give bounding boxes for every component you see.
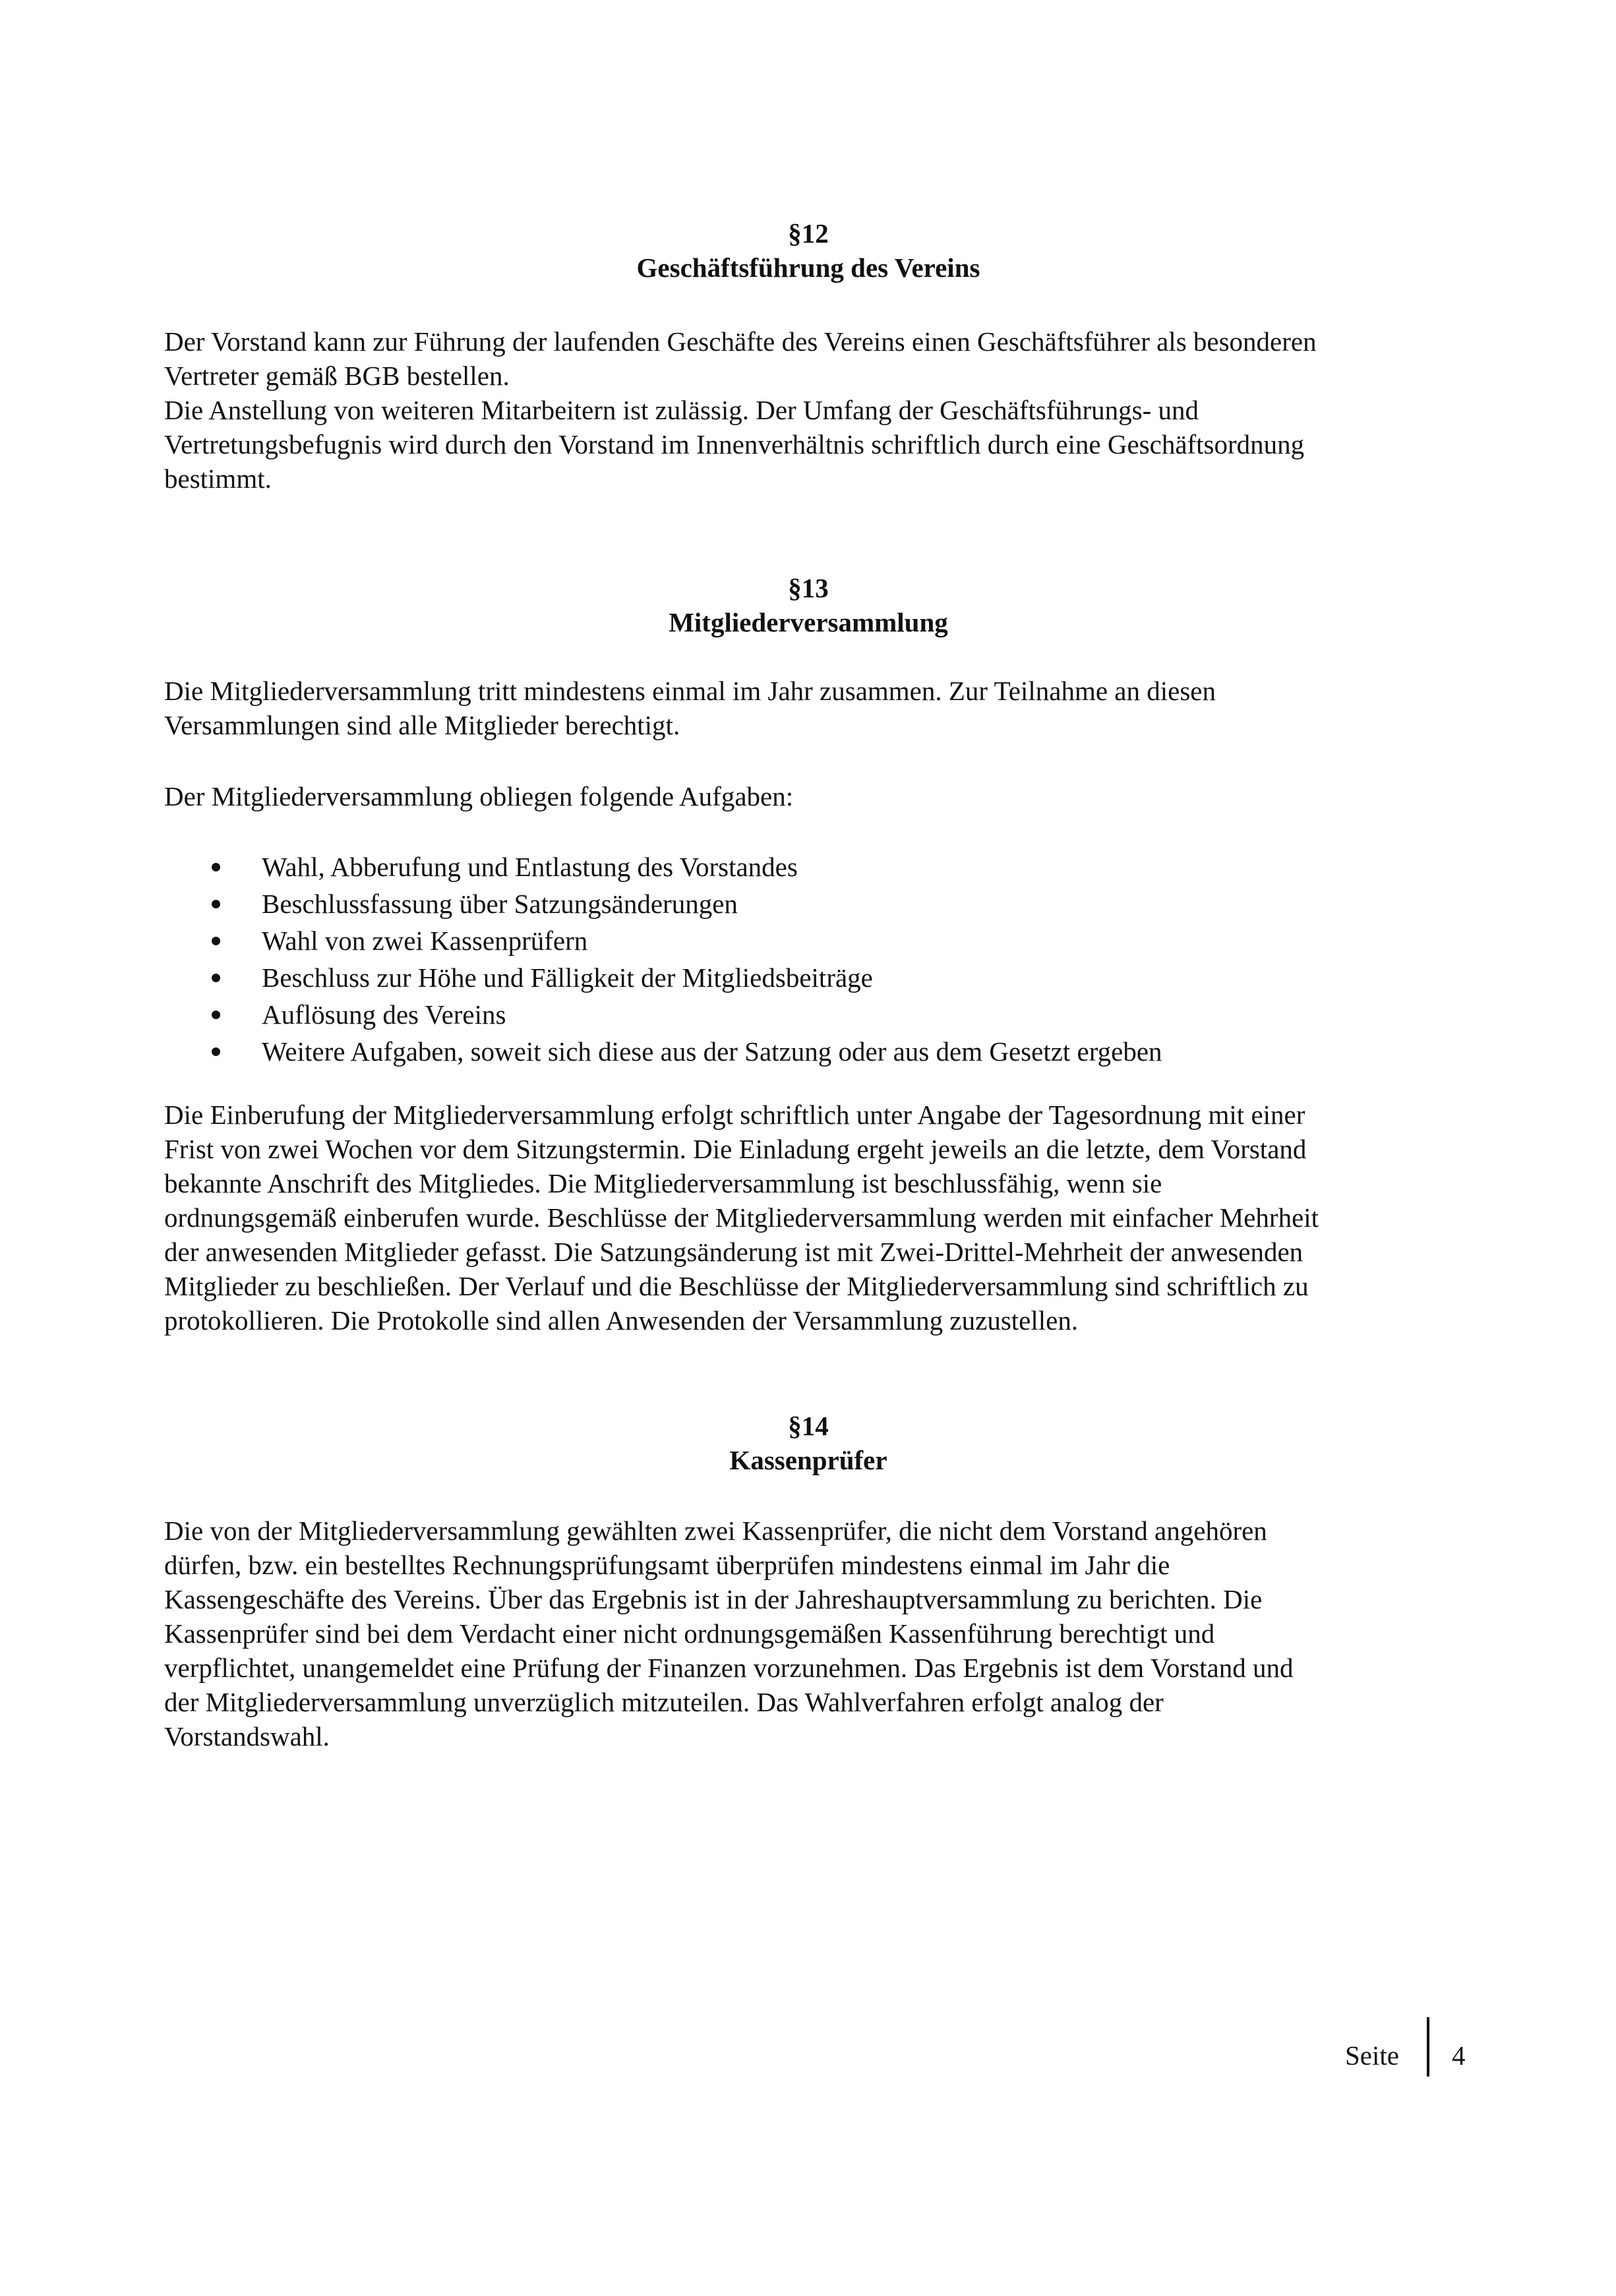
text-line: Mitglieder zu beschließen. Der Verlauf und die Beschlüsse der Mitgliederversammlung sind schriftlich zu xyxy=(164,1271,1309,1301)
text-line: der Mitgliederversammlung unverzüglich mitzuteilen. Das Wahlverfahren erfolgt analog der xyxy=(164,1687,1164,1717)
text-line: Vertretungsbefugnis wird durch den Vorstand im Innenverhältnis schriftlich durch eine Geschäftsordnung xyxy=(164,429,1305,459)
text-line: dürfen, bzw. ein bestelltes Rechnungsprüfungsamt überprüfen mindestens einmal im Jahr die xyxy=(164,1550,1170,1580)
footer-divider xyxy=(1427,2017,1429,2076)
section-12-paragraph xyxy=(164,324,1476,496)
page-label: Seite xyxy=(1345,2040,1399,2071)
section-14-paragraph xyxy=(164,1514,1476,1753)
bullet-icon xyxy=(212,1047,220,1056)
list-item xyxy=(164,1033,1476,1070)
bullet-icon xyxy=(212,900,220,908)
list-item-text: Auflösung des Vereins xyxy=(262,999,506,1030)
list-item xyxy=(164,996,1476,1033)
section-13-intro-paragraph xyxy=(164,674,1476,742)
section-14-heading xyxy=(164,1409,1452,1477)
section-title: Geschäftsführung des Vereins xyxy=(636,252,980,283)
text-line: Frist von zwei Wochen vor dem Sitzungstermin. Die Einladung ergeht jeweils an die letzte, dem Vorstand xyxy=(164,1134,1307,1164)
tasks-bullet-list xyxy=(164,848,1476,1070)
list-item-text: Wahl von zwei Kassenprüfern xyxy=(262,926,588,956)
bullet-icon xyxy=(212,937,220,945)
text-line: protokollieren. Die Protokolle sind allen Anwesenden der Versammlung zuzustellen. xyxy=(164,1305,1079,1336)
text-line: ordnungsgemäß einberufen wurde. Beschlüsse der Mitgliederversammlung werden mit einfacher Mehrheit xyxy=(164,1202,1319,1233)
list-item xyxy=(164,848,1476,885)
section-number: §14 xyxy=(788,1411,829,1441)
list-item-text: Beschluss zur Höhe und Fälligkeit der Mitgliedsbeiträge xyxy=(262,962,873,993)
list-item-text: Wahl, Abberufung und Entlastung des Vorstandes xyxy=(262,852,798,882)
page-footer xyxy=(1345,2017,1477,2076)
section-title: Kassenprüfer xyxy=(729,1445,887,1475)
bullet-icon xyxy=(212,974,220,982)
text-line: Versammlungen sind alle Mitglieder berechtigt. xyxy=(164,710,680,740)
section-13-heading xyxy=(164,571,1452,639)
text-line: verpflichtet, unangemeldet eine Prüfung der Finanzen vorzunehmen. Das Ergebnis ist dem Vorstand und xyxy=(164,1653,1294,1683)
section-13-convocation-paragraph xyxy=(164,1098,1476,1338)
section-number: §12 xyxy=(788,218,829,249)
text-line: bestimmt. xyxy=(164,463,272,494)
page-number: 4 xyxy=(1452,2040,1466,2071)
section-12-heading xyxy=(164,216,1452,285)
list-item-text: Weitere Aufgaben, soweit sich diese aus der Satzung oder aus dem Gesetzt ergeben xyxy=(262,1036,1162,1067)
list-item xyxy=(164,885,1476,922)
bullet-icon xyxy=(212,863,220,871)
section-13-tasks-intro xyxy=(164,779,1476,813)
text-line: Die Einberufung der Mitgliederversammlung erfolgt schriftlich unter Angabe der Tagesordnung mit einer xyxy=(164,1100,1305,1130)
list-item xyxy=(164,959,1476,996)
bullet-icon xyxy=(212,1011,220,1019)
text-line: Vertreter gemäß BGB bestellen. xyxy=(164,361,510,391)
text-line: bekannte Anschrift des Mitgliedes. Die Mitgliederversammlung ist beschlussfähig, wenn sie xyxy=(164,1168,1162,1198)
text-line: Der Mitgliederversammlung obliegen folgende Aufgaben: xyxy=(164,781,794,811)
section-number: §13 xyxy=(788,573,829,603)
text-line: Kassenprüfer sind bei dem Verdacht einer nicht ordnungsgemäßen Kassenführung berechtigt und xyxy=(164,1618,1215,1649)
text-line: Kassengeschäfte des Vereins. Über das Ergebnis ist in der Jahreshauptversammlung zu berichten. Die xyxy=(164,1584,1263,1614)
text-line: Der Vorstand kann zur Führung der laufenden Geschäfte des Vereins einen Geschäftsführer als besonderen xyxy=(164,326,1317,357)
section-title: Mitgliederversammlung xyxy=(669,607,948,637)
text-line: der anwesenden Mitglieder gefasst. Die Satzungsänderung ist mit Zwei-Drittel-Mehrheit der anwesenden xyxy=(164,1237,1303,1267)
text-line: Vorstandswahl. xyxy=(164,1721,330,1751)
text-line: Die Anstellung von weiteren Mitarbeitern ist zulässig. Der Umfang der Geschäftsführungs- und xyxy=(164,395,1199,425)
text-line: Die von der Mitgliederversammlung gewählten zwei Kassenprüfer, die nicht dem Vorstand angehören xyxy=(164,1516,1267,1546)
list-item xyxy=(164,922,1476,959)
text-line: Die Mitgliederversammlung tritt mindestens einmal im Jahr zusammen. Zur Teilnahme an diesen xyxy=(164,676,1216,706)
list-item-text: Beschlussfassung über Satzungsänderungen xyxy=(262,889,738,919)
